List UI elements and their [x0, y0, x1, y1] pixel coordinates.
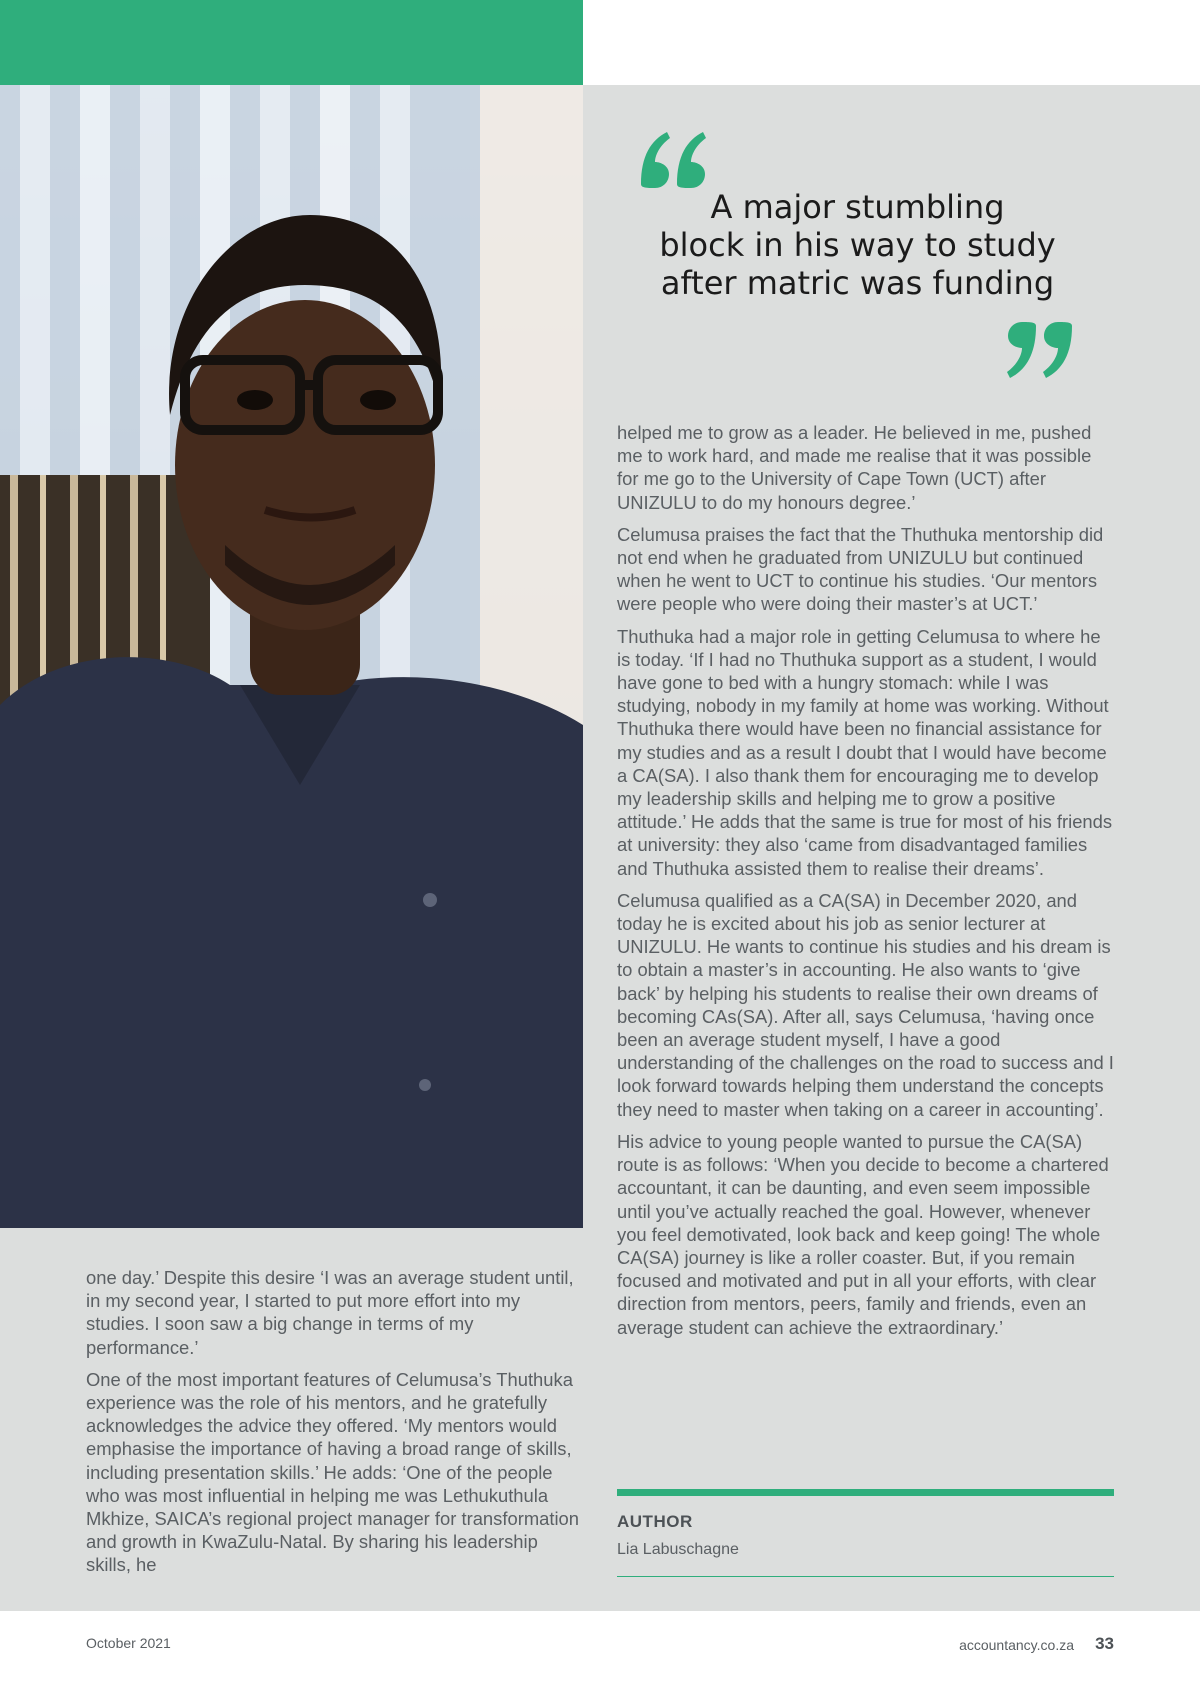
footer-date: October 2021	[86, 1635, 171, 1651]
pull-quote-line: after matric was funding	[660, 264, 1055, 302]
right-text-column	[617, 421, 1117, 1348]
left-text-column	[86, 1266, 586, 1586]
face	[175, 300, 435, 630]
body-paragraph: Celumusa praises the fact that the Thuthuka mentorship did not end when he graduated from UNIZULU but continued when he went to UCT to continue his studies. ‘Our mentors were people who were doing their master’s at UCT.’	[617, 523, 1104, 615]
pull-quote-line: A major stumbling	[710, 188, 1005, 226]
body-paragraph: Thuthuka had a major role in getting Celumusa to where he is today. ‘If I had no Thuthuka support as a student, I would have gone to bed with a hungry stomach: while I was studying, nobody in my family at home was working. Without Thuthuka there would have been no financial assistance for my studies and as a result I doubt that I would have become a CA(SA). I also thank them for encouraging me to develop my leadership skills and helping me to grow a positive attitude.’ He adds that the same is true for most of his friends at university: they also ‘came from disadvantaged families and Thuthuka assisted them to realise their dreams’.	[617, 625, 1113, 879]
footer-site-link[interactable]: accountancy.co.za	[959, 1637, 1074, 1653]
opening-quotation-mark-icon	[637, 128, 709, 188]
pull-quote-line: block in his way to study	[659, 226, 1056, 264]
page-number: 33	[1095, 1634, 1114, 1653]
body-paragraph: one day.’ Despite this desire ‘I was an average student until, in my second year, I started to put more effort into my studies. I soon saw a big change in terms of my performance.’	[86, 1267, 574, 1358]
body-paragraph: helped me to grow as a leader. He believed in me, pushed me to work hard, and made me realise that it was possible for me go to the University of Cape Town (UCT) after UNIZULU to do my honours degree.’	[617, 422, 1092, 513]
closing-quotation-mark-icon	[1004, 322, 1076, 382]
top-green-band	[0, 0, 583, 85]
portrait-photo	[0, 85, 583, 1228]
author-underline	[617, 1576, 1114, 1577]
body-paragraph: Celumusa qualified as a CA(SA) in December 2020, and today he is excited about his job as senior lecturer at UNIZULU. He wants to continue his studies and his dream is to obtain a master’s in accounting. He also wants to ‘give back’ by helping his students to realise their own dreams of becoming CAs(SA). After all, says Celumusa, ‘having once been an average student myself, I have a good understanding of the challenges on the road to success and I look forward towards helping them understand the concepts they need to master when taking on a career in accounting’.	[617, 889, 1114, 1120]
author-name: Lia Labuschagne	[617, 1541, 739, 1558]
portrait-illustration	[0, 85, 583, 1228]
pull-quote	[640, 188, 1075, 302]
author-heading: AUTHOR	[617, 1512, 693, 1531]
author-divider	[617, 1489, 1114, 1496]
body-paragraph: His advice to young people wanted to pursue the CA(SA) route is as follows: ‘When you decide to become a chartered accountant, it can be daunting, and even seem impossible until you’ve actually reached the goal. However, whenever you feel demotivated, look back and keep going! The whole CA(SA) journey is like a roller coaster. But, if you remain focused and motivated and put in all your efforts, with clear direction from mentors, peers, family and friends, even an average student can achieve the extraordinary.’	[617, 1130, 1109, 1338]
body-paragraph: One of the most important features of Celumusa’s Thuthuka experience was the role of his mentors, and he gratefully acknowledges the advice they offered. ‘My mentors would emphasise the importance of having a broad range of skills, including presentation skills.’ He adds: ‘One of the people who was most influential in helping me was Lethukuthula Mkhize, SAICA’s regional project manager for transformation and growth in KwaZulu-Natal. By sharing his leadership skills, he	[86, 1368, 580, 1576]
